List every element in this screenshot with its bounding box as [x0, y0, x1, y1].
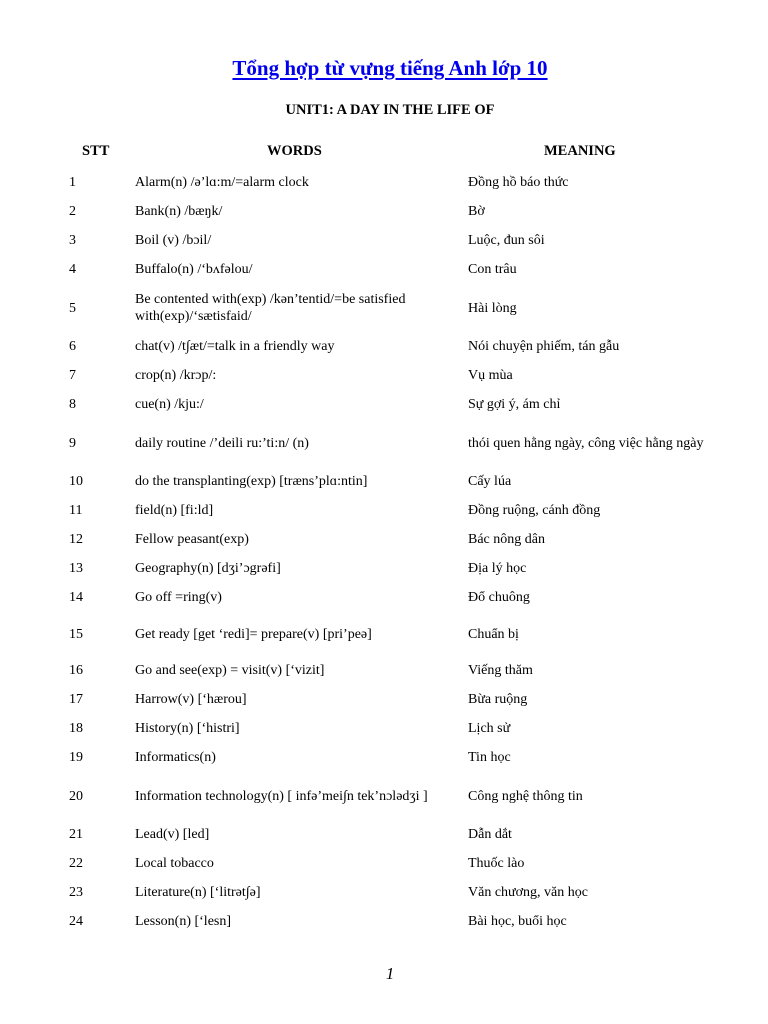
row-word: Go and see(exp) = visit(v) [‘vizit] — [135, 663, 325, 678]
row-word: Informatics(n) — [135, 750, 216, 765]
row-word: chat(v) /t∫æt/=talk in a friendly way — [135, 339, 335, 354]
row-word: crop(n) /krɔp/: — [135, 368, 217, 383]
row-meaning: Chuẩn bị — [468, 626, 519, 642]
table-row — [0, 168, 768, 197]
row-meaning: thói quen hằng ngày, công việc hằng ngày — [468, 435, 704, 451]
row-stt: 2 — [69, 204, 76, 219]
row-meaning: Địa lý học — [468, 561, 527, 576]
row-stt: 14 — [69, 590, 83, 605]
row-stt: 21 — [69, 827, 83, 842]
row-word: field(n) [fi:ld] — [135, 503, 214, 518]
row-word: Lead(v) [led] — [135, 827, 210, 842]
row-stt: 17 — [69, 692, 83, 707]
table-row — [0, 284, 768, 332]
row-meaning: Bài học, buổi học — [468, 914, 567, 929]
row-word: Geography(n) [dʒi’ɔgrəfi] — [135, 561, 281, 576]
row-meaning: Sự gợi ý, ám chỉ — [468, 397, 561, 412]
row-meaning: Cấy lúa — [468, 474, 512, 489]
row-word: do the transplanting(exp) [træns’plɑ:ntin] — [135, 474, 368, 489]
table-row — [0, 820, 768, 849]
row-word: Fellow peasant(exp) — [135, 532, 249, 547]
row-meaning: Công nghệ thông tin — [468, 788, 583, 804]
table-row — [0, 878, 768, 907]
row-stt: 7 — [69, 368, 76, 383]
row-stt: 15 — [69, 626, 83, 642]
table-row — [0, 849, 768, 878]
row-meaning: Đổ chuông — [468, 590, 530, 605]
table-row — [0, 743, 768, 772]
row-stt: 6 — [69, 339, 76, 354]
row-stt: 1 — [69, 175, 76, 190]
row-meaning: Đồng hồ báo thức — [468, 175, 569, 190]
row-meaning: Thuốc lào — [468, 856, 525, 871]
header-meaning: MEANING — [544, 143, 616, 159]
table-row — [0, 772, 768, 820]
row-stt: 9 — [69, 435, 76, 451]
row-meaning: Hài lòng — [468, 300, 517, 316]
row-meaning: Con trâu — [468, 262, 517, 277]
row-meaning: Bừa ruộng — [468, 692, 528, 707]
row-word: Get ready [get ‘redi]= prepare(v) [pri’peə] — [135, 626, 372, 642]
row-word: daily routine /’deili ru:’ti:n/ (n) — [135, 435, 309, 451]
row-meaning: Viếng thăm — [468, 663, 533, 678]
table-row — [0, 197, 768, 226]
row-meaning: Đồng ruộng, cánh đồng — [468, 503, 601, 518]
table-row — [0, 907, 768, 936]
table-row — [0, 525, 768, 554]
row-stt: 13 — [69, 561, 83, 576]
row-stt: 22 — [69, 856, 83, 871]
table-row — [0, 361, 768, 390]
row-meaning: Tin học — [468, 750, 511, 765]
row-word: Be contented with(exp) /kən’tentid/=be satisfied with(exp)/‘sætisfaid/ — [135, 292, 406, 324]
row-meaning: Văn chương, văn học — [468, 885, 588, 900]
row-stt: 23 — [69, 885, 83, 900]
table-header — [0, 143, 768, 165]
row-word: Buffalo(n) /‘bʌfəlou/ — [135, 262, 253, 277]
row-meaning: Bờ — [468, 204, 485, 219]
row-meaning: Luộc, đun sôi — [468, 233, 545, 248]
row-stt: 12 — [69, 532, 83, 547]
page-number: 1 — [385, 964, 395, 983]
table-row — [0, 685, 768, 714]
table-row — [0, 714, 768, 743]
table-row — [0, 226, 768, 255]
table-row — [0, 419, 768, 467]
row-meaning: Nói chuyện phiếm, tán gẫu — [468, 339, 620, 354]
row-word: Lesson(n) [‘lesn] — [135, 914, 232, 929]
row-word: cue(n) /kju:/ — [135, 397, 204, 412]
row-word: Literature(n) [‘litrət∫ə] — [135, 885, 261, 900]
row-word: Boil (v) /bɔil/ — [135, 233, 212, 248]
row-stt: 3 — [69, 233, 76, 248]
row-stt: 16 — [69, 663, 83, 678]
row-stt: 18 — [69, 721, 83, 736]
row-stt: 4 — [69, 262, 76, 277]
row-word: Harrow(v) [‘hærou] — [135, 692, 247, 707]
table-row — [0, 554, 768, 583]
table-row — [0, 656, 768, 685]
row-word: Bank(n) /bæŋk/ — [135, 204, 223, 219]
row-meaning: Dẫn dắt — [468, 827, 512, 842]
table-row — [0, 255, 768, 284]
row-stt: 20 — [69, 788, 83, 804]
header-words: WORDS — [267, 143, 322, 159]
table-row — [0, 332, 768, 361]
row-word: Information technology(n) [ infə’mei∫n tek’nɔlədʒi ] — [135, 788, 428, 804]
row-meaning: Bác nông dân — [468, 532, 545, 547]
row-word: Go off =ring(v) — [135, 590, 222, 605]
row-word: Local tobacco — [135, 856, 214, 871]
row-word: Alarm(n) /ə’lɑ:m/=alarm clock — [135, 175, 309, 190]
header-stt: STT — [82, 143, 110, 159]
row-stt: 5 — [69, 300, 76, 316]
unit-subtitle: UNIT1: A DAY IN THE LIFE OF — [285, 102, 495, 118]
row-stt: 10 — [69, 474, 83, 489]
row-word: History(n) [‘histri] — [135, 721, 240, 736]
table-row — [0, 390, 768, 419]
document-title: Tổng hợp từ vựng tiếng Anh lớp 10 — [232, 56, 548, 80]
table-row — [0, 496, 768, 525]
row-meaning: Lịch sử — [468, 721, 511, 736]
row-stt: 11 — [69, 503, 83, 518]
row-meaning: Vụ mùa — [468, 368, 513, 383]
table-row — [0, 612, 768, 656]
row-stt: 8 — [69, 397, 76, 412]
vocabulary-table — [0, 168, 768, 936]
table-row — [0, 467, 768, 496]
row-stt: 24 — [69, 914, 83, 929]
row-stt: 19 — [69, 750, 83, 765]
table-row — [0, 583, 768, 612]
